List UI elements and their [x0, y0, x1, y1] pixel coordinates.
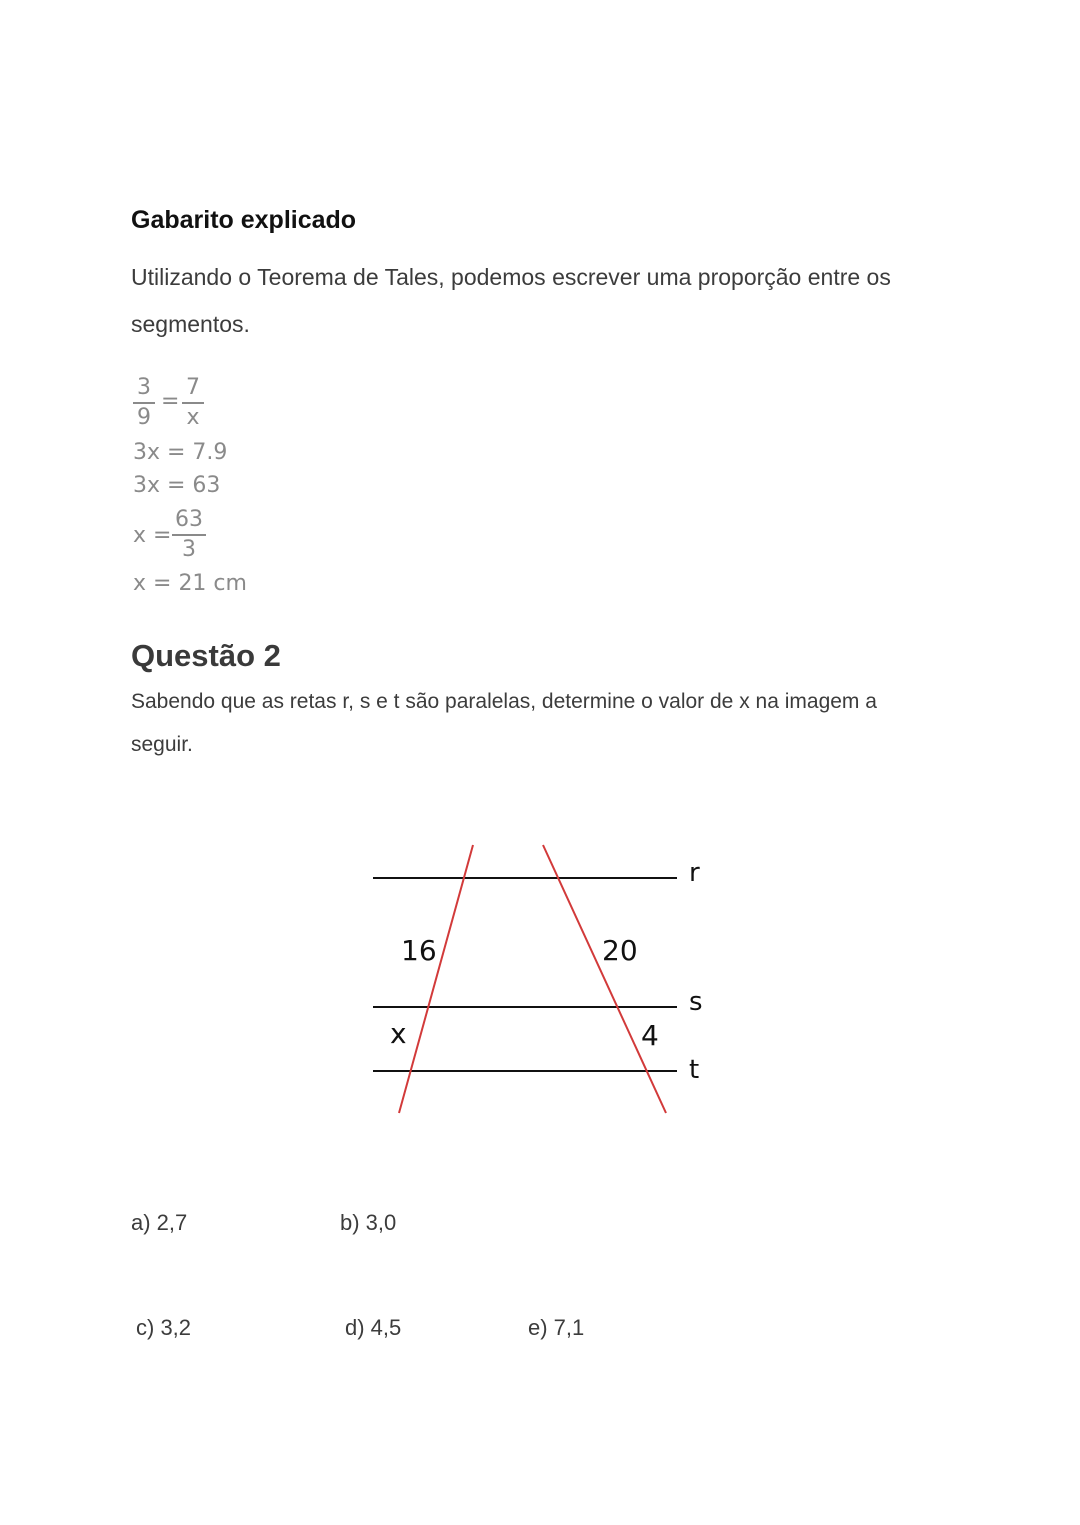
- fraction-7-x: [182, 374, 204, 432]
- label-r: r: [689, 858, 700, 888]
- label-16: 16: [401, 934, 437, 967]
- option-b[interactable]: b) 3,0: [340, 1210, 397, 1235]
- question-title: Questão 2: [131, 638, 281, 673]
- question-text-line2: seguir.: [131, 733, 193, 756]
- parallel-lines-figure: [360, 835, 720, 1125]
- label-4: 4: [641, 1019, 659, 1052]
- option-e[interactable]: e) 7,1: [528, 1315, 585, 1340]
- transversal-right: [543, 845, 666, 1113]
- option-a[interactable]: a) 2,7: [131, 1210, 188, 1235]
- transversal-left: [399, 845, 473, 1113]
- question-text-line1: Sabendo que as retas r, s e t são paralelas, determine o valor de x na imagem a: [131, 690, 877, 713]
- option-d[interactable]: d) 4,5: [345, 1315, 402, 1340]
- answer-intro-line1: Utilizando o Teorema de Tales, podemos escrever uma proporção entre os: [131, 264, 891, 290]
- fraction-63-3: [172, 506, 206, 564]
- step-line-2: 3x = 7.9: [133, 440, 228, 465]
- label-s: s: [689, 987, 703, 1017]
- answer-intro-line2: segmentos.: [131, 311, 250, 337]
- fraction-denominator: x: [186, 404, 200, 430]
- step-line-3: 3x = 63: [133, 473, 221, 498]
- fraction-numerator: 63: [175, 507, 203, 532]
- fraction-denominator: 3: [182, 536, 196, 562]
- equals-sign: =: [161, 389, 180, 414]
- solution-steps: [131, 372, 391, 612]
- fraction-numerator: 7: [186, 375, 200, 400]
- fraction-3-9: [133, 374, 155, 432]
- step-line-4-lhs: x =: [133, 523, 172, 548]
- answer-heading: Gabarito explicado: [131, 206, 357, 234]
- label-20: 20: [602, 934, 638, 967]
- step-line-5: x = 21 cm: [133, 571, 247, 596]
- label-x: x: [390, 1017, 407, 1050]
- label-t: t: [689, 1055, 700, 1085]
- fraction-denominator: 9: [137, 404, 151, 430]
- fraction-numerator: 3: [137, 375, 151, 400]
- option-c[interactable]: c) 3,2: [136, 1315, 192, 1340]
